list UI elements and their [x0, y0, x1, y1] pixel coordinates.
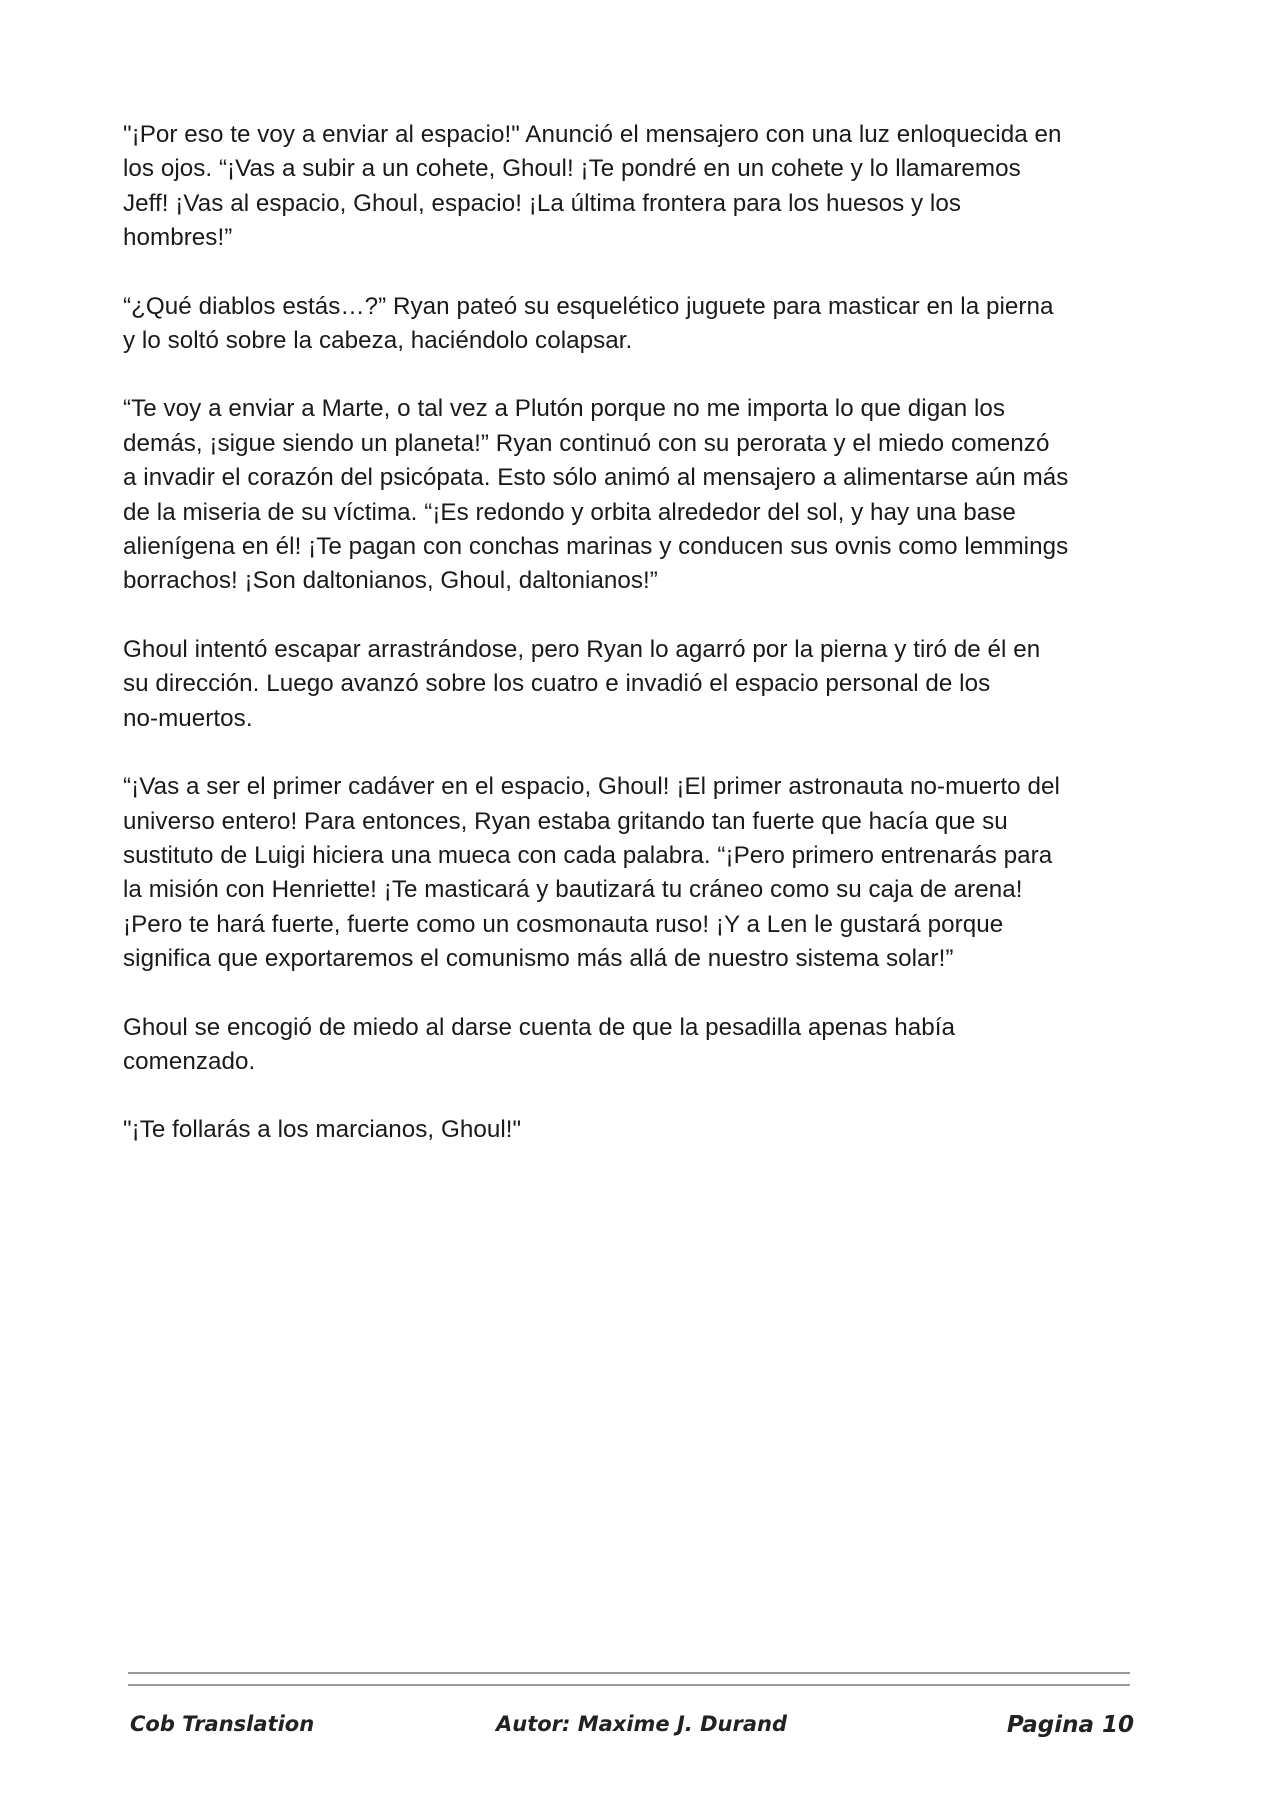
text-line: Ghoul intentó escapar arrastrándose, pero Ryan lo agarró por la pierna y tiró de él en	[123, 635, 1041, 663]
text-line: sustituto de Luigi hiciera una mueca con cada palabra. “¡Pero primero entrenarás para	[123, 841, 1053, 869]
paragraph	[123, 290, 1153, 359]
paragraph	[123, 633, 1153, 736]
text-line: de la miseria de su víctima. “¡Es redondo y orbita alrededor del sol, y hay una base	[123, 498, 1016, 526]
text-line: “¡Vas a ser el primer cadáver en el espacio, Ghoul! ¡El primer astronauta no-muerto del	[123, 773, 1060, 801]
text-line: no-muertos.	[123, 704, 253, 732]
paragraph	[123, 770, 1153, 976]
text-line: “¿Qué diablos estás…?” Ryan pateó su esquelético juguete para masticar en la pierna	[123, 292, 1054, 320]
paragraph	[123, 1113, 1153, 1147]
footer-translator: Cob Translation	[130, 1712, 315, 1736]
text-line: y lo soltó sobre la cabeza, haciéndolo colapsar.	[123, 327, 633, 355]
footer-divider-bottom	[128, 1684, 1130, 1686]
footer-author: Autor: Maxime J. Durand	[496, 1712, 787, 1736]
paragraph	[123, 1011, 1153, 1080]
body-text	[123, 118, 1153, 1182]
text-line: borrachos! ¡Son daltonianos, Ghoul, daltonianos!”	[123, 567, 658, 595]
text-line: la misión con Henriette! ¡Te masticará y bautizará tu cráneo como su caja de arena!	[123, 876, 1023, 904]
text-line: comenzado.	[123, 1047, 256, 1075]
footer-page-number: Pagina 10	[1006, 1712, 1134, 1738]
text-line: ¡Pero te hará fuerte, fuerte como un cosmonauta ruso! ¡Y a Len le gustará porque	[123, 910, 1004, 938]
text-line: hombres!”	[123, 224, 233, 252]
text-line: "¡Te follarás a los marcianos, Ghoul!"	[123, 1116, 522, 1144]
text-line: los ojos. “¡Vas a subir a un cohete, Ghoul! ¡Te pondré en un cohete y lo llamaremos	[123, 155, 1021, 183]
text-line: universo entero! Para entonces, Ryan estaba gritando tan fuerte que hacía que su	[123, 807, 1008, 835]
paragraph	[123, 118, 1153, 256]
text-line: significa que exportaremos el comunismo más allá de nuestro sistema solar!”	[123, 945, 954, 973]
text-line: demás, ¡sigue siendo un planeta!” Ryan continuó con su perorata y el miedo comenzó	[123, 429, 1050, 457]
text-line: Ghoul se encogió de miedo al darse cuenta de que la pesadilla apenas había	[123, 1013, 956, 1041]
text-line: su dirección. Luego avanzó sobre los cuatro e invadió el espacio personal de los	[123, 670, 991, 698]
text-line: "¡Por eso te voy a enviar al espacio!" Anunció el mensajero con una luz enloquecida en	[123, 121, 1062, 148]
text-line: Jeff! ¡Vas al espacio, Ghoul, espacio! ¡La última frontera para los huesos y los	[123, 189, 962, 217]
footer-divider-top	[128, 1672, 1130, 1674]
text-line: alienígena en él! ¡Te pagan con conchas marinas y conducen sus ovnis como lemmings	[123, 533, 1069, 561]
paragraph	[123, 392, 1153, 598]
text-line: “Te voy a enviar a Marte, o tal vez a Plutón porque no me importa lo que digan los	[123, 395, 1006, 423]
text-line: a invadir el corazón del psicópata. Esto sólo animó al mensajero a alimentarse aún más	[123, 464, 1069, 492]
